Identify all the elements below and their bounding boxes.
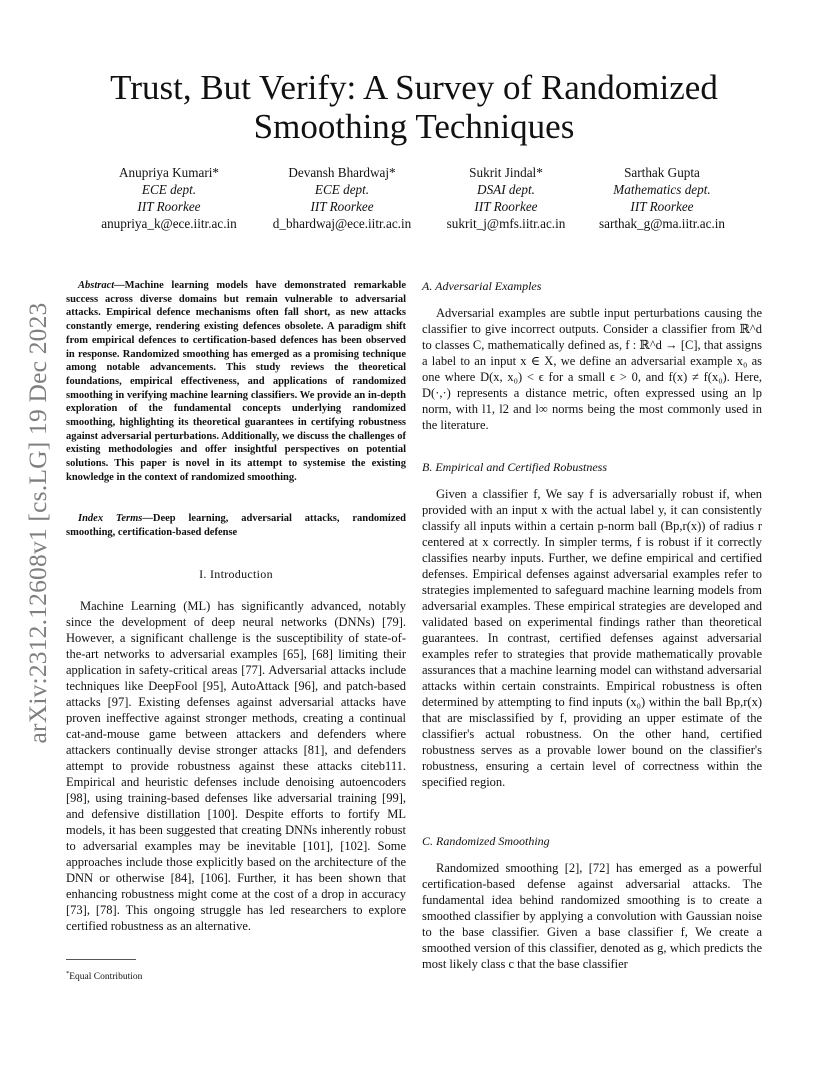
- paper-title: Trust, But Verify: A Survey of Randomized Smoothing Techniques: [110, 68, 718, 146]
- author-email: anupriya_k@ece.iitr.ac.in: [101, 216, 237, 231]
- author-name: Sukrit Jindal*: [469, 165, 543, 180]
- adversarial-examples-paragraph: Adversarial examples are subtle input perturbations causing the classifier to give incorrect outputs. Consider a classifier from ℝ^d to classes C, mathematically defined as, f : ℝ^d → [C], that assigns a label to an input x ∈ X, we define an adversarial example x₀ as one where D(x, x₀) < ϵ for a small ϵ > 0, and f(x) ≠ f(x₀). Here, D(·,·) represents a distance metric, often expressed using an lp norm, with l1, l2 and l∞ norms being the most commonly used in the literature.: [422, 306, 762, 432]
- abstract-text: —Machine learning models have demonstrated remarkable success across diverse domains but remain vulnerable to adversarial attacks. Empirical defence mechanisms often fall short, as new attacks constantly emerge, rendering existing defences obsolete. A paradigm shift from empirical defences to certification-based defences has been observed in response. Randomized smoothing has emerged as a promising technique among notable advancements. This study reviews the theoretical foundations, empirical effectiveness, and applications of randomized smoothing in verifying machine learning classifiers. We provide an in-depth exploration of the fundamental concepts underlying randomized smoothing, highlighting its theoretical guarantees in certifying robustness against adversarial perturbations. Additionally, we discuss the challenges of existing methodologies and offer insightful perspectives on potential solutions. This paper is novel in its attempt to systemise the existing knowledge in the context of randomized smoothing.: [66, 280, 406, 483]
- abstract-lead: Abstract: [78, 280, 115, 291]
- subsection-heading-randomized-smoothing: C. Randomized Smoothing: [422, 834, 550, 848]
- subsection-heading-adversarial-examples: A. Adversarial Examples: [422, 279, 542, 293]
- author-1: [101, 164, 237, 232]
- footnote: [66, 968, 142, 983]
- author-4: [599, 164, 725, 232]
- author-email: sukrit_j@mfs.iitr.ac.in: [446, 216, 566, 231]
- author-name: Devansh Bhardwaj*: [288, 165, 396, 180]
- author-institution: IIT Roorkee: [310, 199, 374, 214]
- author-dept: ECE dept.: [141, 182, 197, 197]
- footnote-mark: *: [66, 970, 70, 977]
- author-institution: IIT Roorkee: [137, 199, 201, 214]
- arxiv-id-text: arXiv:2312.12608v1 [cs.LG] 19 Dec 2023: [23, 301, 52, 744]
- author-name: Anupriya Kumari*: [119, 165, 219, 180]
- author-dept: ECE dept.: [314, 182, 370, 197]
- robustness-paragraph: Given a classifier f, We say f is adversarially robust if, when provided with an input x with the actual label y, it can consistently classify all inputs within a certain p-norm ball (Bp,r(x)) of radius r centered at x correctly. In simpler terms, f is robust if it correctly classifies nearby inputs. Further, we define empirical and certified defenses. Empirical defenses against adversarial examples refer to strategies implemented to safeguard machine learning models from adversarial examples. These empirical strategies are developed and validated based on experimental findings rather than theoretical guarantees. In contrast, certified defenses against adversarial examples refer to strategies that provide mathematically provable assurances that a machine learning model can withstand adversarial attacks within certain constraints. Empirical robustness is often determined by attempting to find inputs (x₀) within the ball Bp,r(x) that are misclassified by f, providing an upper estimate of the classifier's actual robustness. On the other hand, certified robustness serves as a provable lower bound on the classifier's robustness, ensuring a certain level of correctness within the specified region.: [422, 487, 762, 789]
- author-email: sarthak_g@ma.iitr.ac.in: [598, 216, 726, 231]
- author-institution: IIT Roorkee: [630, 199, 694, 214]
- author-email: d_bhardwaj@ece.iitr.ac.in: [272, 216, 412, 231]
- footnote-text: Equal Contribution: [69, 972, 143, 983]
- author-2: [273, 164, 411, 232]
- intro-paragraph: Machine Learning (ML) has significantly advanced, notably since the development of deep neural networks (DNNs) [79]. However, a significant challenge is the susceptibility of state-of-the-art networks to adversarial examples [65], [68] limiting their application in safety-critical areas [77]. Adversarial attacks include techniques like DeepFool [95], AutoAttack [96], and patch-based attacks [97]. Existing defenses against adversarial attacks have proven ineffective against stronger methods, creating a continual cat-and-mouse game between attackers and defenders where attackers continually devise stronger attacks [81], and defenders attempt to provide robustness against these attacks citeb111. Empirical and heuristic defenses include denoising autoencoders [98], using training-based defenses like adversarial training [99], and defensive distillation [100]. Despite efforts to fortify ML models, it has been suggested that creating DNNs inherently robust to adversarial examples may be inevitable [101], [102]. Some approaches include those explicitly based on the architecture of the DNN or otherwise [84], [106]. Further, it has been shown that enhancing robustness might come at the cost of a drop in accuracy [73], [78]. This ongoing struggle has led researchers to explore certified robustness as an alternative.: [66, 599, 406, 933]
- subsection-heading-robustness: B. Empirical and Certified Robustness: [422, 460, 607, 474]
- arxiv-identifier: [24, 285, 52, 760]
- footnote-rule: [66, 959, 136, 960]
- randomized-smoothing-paragraph: Randomized smoothing [2], [72] has emerged as a powerful certification-based defense against adversarial attacks. The fundamental idea behind randomized smoothing is to create a smoothed classifier by applying a convolution with Gaussian noise to the base classifier. Given a base classifier f, We create a smoothed version of this classifier, denoted as g, which predicts the most likely class c that the base classifier: [422, 861, 762, 971]
- author-dept: DSAI dept.: [477, 182, 535, 197]
- author-3: [447, 164, 566, 232]
- section-heading-introduction: I. Introduction: [199, 567, 273, 581]
- author-dept: Mathematics dept.: [613, 182, 711, 197]
- abstract: [66, 279, 406, 485]
- index-terms-text: —Deep learning, adversarial attacks, randomized smoothing, certification-based defense: [66, 513, 406, 538]
- author-institution: IIT Roorkee: [474, 199, 538, 214]
- index-terms-lead: Index Terms: [78, 513, 143, 524]
- author-name: Sarthak Gupta: [624, 165, 700, 180]
- author-block: [0, 164, 828, 234]
- index-terms: [66, 512, 406, 539]
